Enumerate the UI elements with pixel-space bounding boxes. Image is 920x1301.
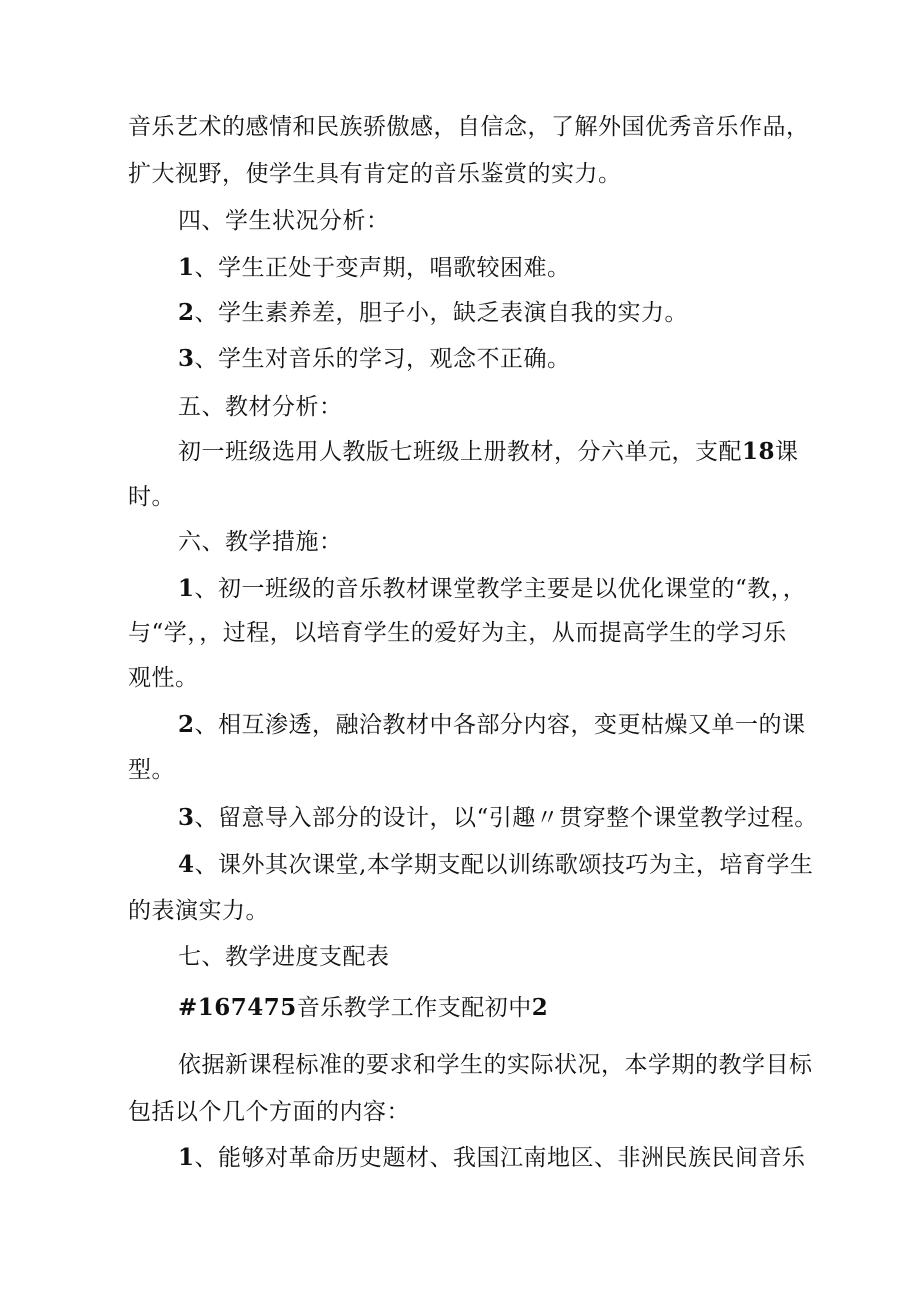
paragraph-line bbox=[178, 437, 799, 467]
item-number: 2 bbox=[178, 711, 195, 738]
item-number: 3 bbox=[178, 804, 195, 831]
list-item-1 bbox=[178, 574, 806, 604]
item-number: 1 bbox=[178, 254, 195, 281]
item-number: 3 bbox=[178, 345, 195, 372]
doc-id: #167475 bbox=[178, 994, 297, 1021]
line-text: 、学生正处于变声期，唱歌较困难。 bbox=[194, 255, 571, 281]
list-item-3 bbox=[178, 344, 571, 374]
line-text: 包括以个几个方面的内容： bbox=[128, 1099, 410, 1125]
line-text: 时。 bbox=[128, 484, 175, 510]
line-text: 、能够对革命历史题材、我国江南地区、非洲民族民间音乐 bbox=[194, 1145, 806, 1171]
line-text: 四、学生状况分析： bbox=[178, 208, 390, 234]
line-text: 音乐教学工作支配初中 bbox=[296, 995, 532, 1021]
line-text: 六、教学措施： bbox=[178, 529, 343, 555]
paragraph-line bbox=[128, 896, 269, 926]
list-item-2 bbox=[178, 710, 806, 740]
item-number: 4 bbox=[178, 851, 195, 878]
line-text: 、学生素养差，胆子小，缺乏表演自我的实力。 bbox=[194, 300, 689, 326]
item-number: 2 bbox=[178, 299, 195, 326]
line-text: 扩大视野，使学生具有肯定的音乐鉴赏的实力。 bbox=[128, 161, 622, 187]
list-item-1 bbox=[178, 1143, 806, 1173]
line-text: 、初一班级的音乐教材课堂教学主要是以优化课堂的“教，， bbox=[194, 576, 807, 602]
paragraph-line bbox=[128, 755, 175, 785]
line-text: 的表演实力。 bbox=[128, 898, 269, 924]
line-text: 型。 bbox=[128, 757, 175, 783]
section-heading-4 bbox=[178, 206, 390, 236]
line-text: 音乐艺术的感情和民族骄傲感，自信念，了解外国优秀音乐作品， bbox=[128, 114, 810, 140]
line-text: 依据新课程标准的要求和学生的实际状况，本学期的教学目标 bbox=[178, 1052, 813, 1078]
paragraph-line bbox=[128, 482, 175, 512]
paragraph-line bbox=[128, 618, 787, 648]
line-text: 、留意导入部分的设计，以“引趣〃贯穿整个课堂教学过程。 bbox=[194, 805, 818, 831]
section-heading-7 bbox=[178, 942, 390, 972]
list-item-4 bbox=[178, 850, 813, 880]
section-heading-6 bbox=[178, 527, 343, 557]
list-item-3 bbox=[178, 803, 818, 833]
list-item-1 bbox=[178, 253, 571, 283]
line-text: 、学生对音乐的学习，观念不正确。 bbox=[194, 346, 571, 372]
list-item-2 bbox=[178, 298, 688, 328]
item-number: 1 bbox=[178, 1144, 195, 1171]
item-number: 2 bbox=[531, 994, 549, 1021]
paragraph-line bbox=[128, 112, 810, 142]
line-text-tail: 课 bbox=[775, 439, 799, 465]
line-text: 与“学，，过程，以培育学生的爱好为主，从而提高学生的学习乐 bbox=[128, 620, 787, 646]
section-heading-5 bbox=[178, 392, 343, 422]
line-text: 、相互渗透，融洽教材中各部分内容，变更枯燥又单一的课 bbox=[194, 712, 806, 738]
line-text: 七、教学进度支配表 bbox=[178, 944, 390, 970]
paragraph-line bbox=[128, 159, 622, 189]
item-number: 18 bbox=[742, 438, 776, 465]
document-title bbox=[178, 993, 548, 1023]
item-number: 1 bbox=[178, 575, 195, 602]
line-text: 观性。 bbox=[128, 665, 199, 691]
paragraph-line bbox=[128, 1097, 410, 1127]
line-text: 、课外其次课堂,本学期支配以训练歌颂技巧为主，培育学生 bbox=[194, 852, 814, 878]
line-text: 初一班级选用人教版七班级上册教材，分六单元，支配 bbox=[178, 439, 742, 465]
paragraph-line bbox=[178, 1050, 813, 1080]
line-text: 五、教材分析： bbox=[178, 394, 343, 420]
paragraph-line bbox=[128, 663, 199, 693]
